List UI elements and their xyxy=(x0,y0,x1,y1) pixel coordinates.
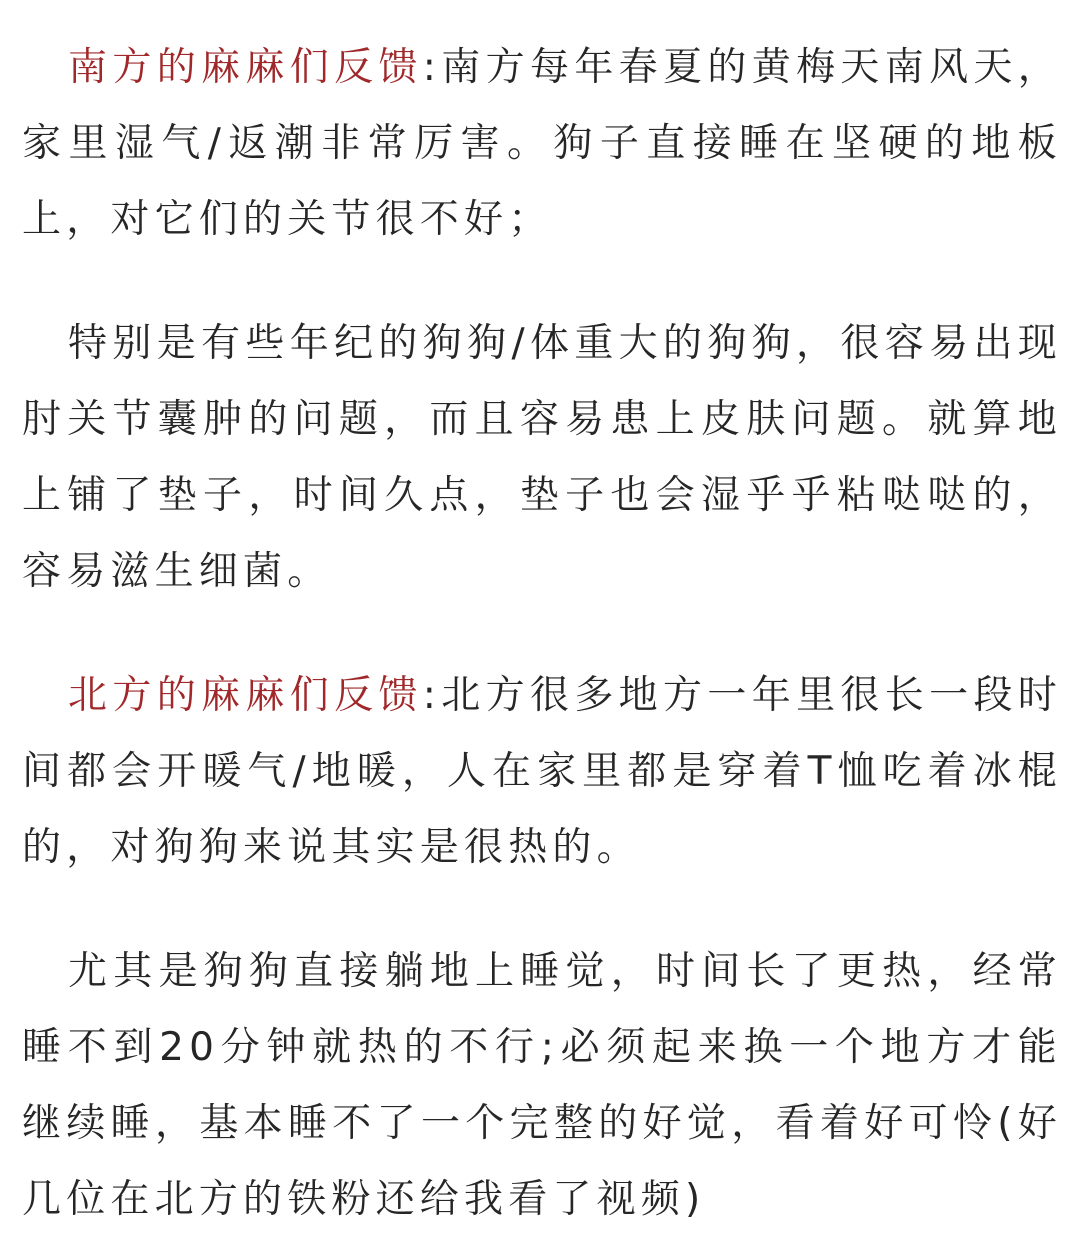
paragraph-south-feedback xyxy=(22,30,1062,258)
north-feedback-label: 北方的麻麻们反馈 xyxy=(68,673,423,718)
south-feedback-text: :南方每年春夏的黄梅天南风天，家里湿气/返潮非常厉害。狗子直接睡在坚硬的地板上，对它们的关节很不好； xyxy=(22,45,1063,242)
south-feedback-label: 南方的麻麻们反馈 xyxy=(68,45,423,90)
south-details-text: 特别是有些年纪的狗狗/体重大的狗狗，很容易出现肘关节囊肿的问题，而且容易患上皮肤问题。就算地上铺了垫子，时间久点，垫子也会湿乎乎粘哒哒的，容易滋生细菌。 xyxy=(22,321,1062,594)
paragraph-north-details xyxy=(22,934,1062,1238)
north-feedback-text: :北方很多地方一年里很长一段时间都会开暖气/地暖，人在家里都是穿着T恤吃着冰棍的，对狗狗来说其实是很热的。 xyxy=(22,673,1063,870)
paragraph-south-details xyxy=(22,306,1062,610)
article-body xyxy=(22,30,1062,1238)
paragraph-north-feedback xyxy=(22,658,1062,886)
north-details-text: 尤其是狗狗直接躺地上睡觉，时间长了更热，经常睡不到20分钟就热的不行;必须起来换一个地方才能继续睡，基本睡不了一个完整的好觉，看着好可怜(好几位在北方的铁粉还给我看了视频) xyxy=(22,949,1062,1222)
paragraph-spacer xyxy=(22,610,1062,658)
paragraph-spacer xyxy=(22,886,1062,934)
paragraph-spacer xyxy=(22,258,1062,306)
